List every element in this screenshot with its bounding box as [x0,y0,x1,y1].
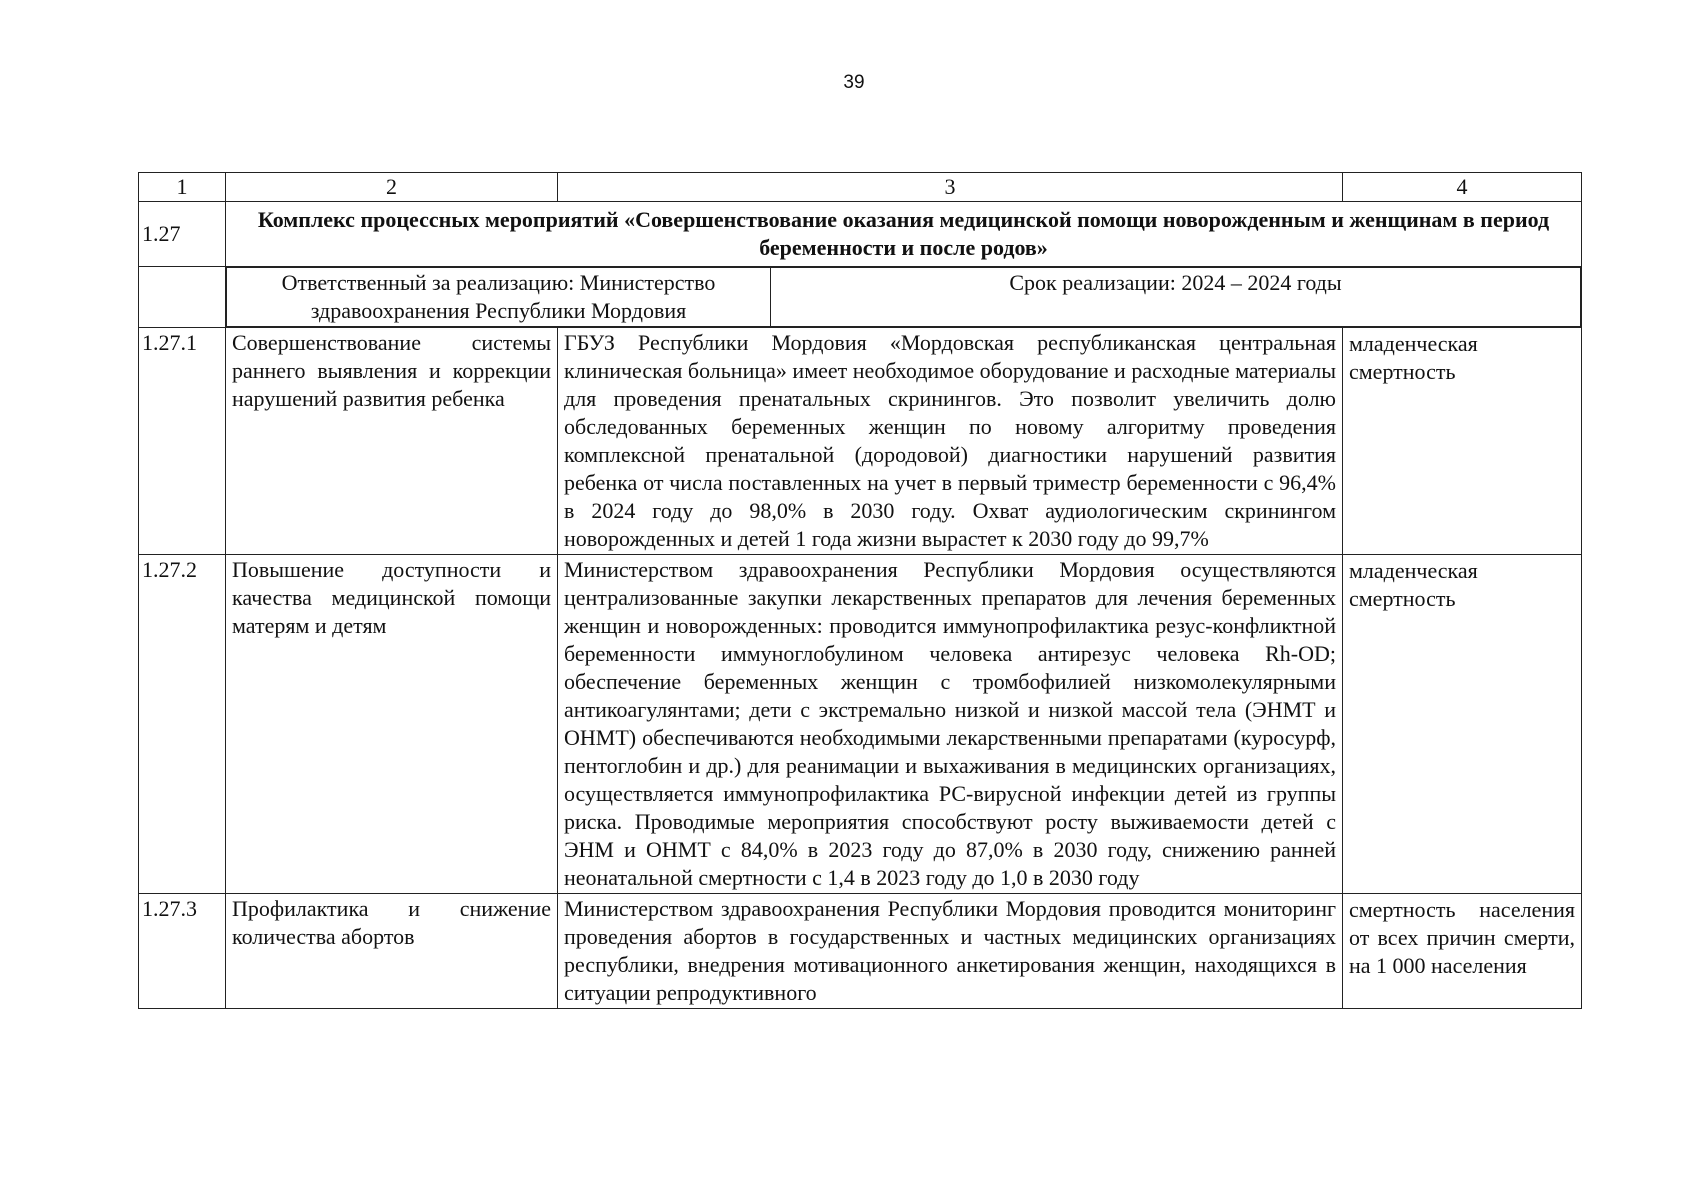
measure-indicator: младенческая смертность [1343,555,1582,894]
responsible-row [139,267,1582,328]
empty-cell [139,267,226,328]
section-title: Комплекс процессных мероприятий «Совершенствование оказания медицинской помощи новорожденным и женщинам в период беременности и после родов» [226,202,1582,267]
column-header-1: 1 [139,173,226,202]
measure-description: Министерством здравоохранения Республики Мордовия осуществляются централизованные закупки лекарственных препаратов для лечения беременных женщин и новорожденных: проводится иммунопрофилактика резус-конфликтной беременности иммуноглобулином человека антирезус человека Rh-OD; обеспечение беременных женщин с тромбофилией низкомолекулярными антикоагулянтами; дети с экстремально низкой и низкой массой тела (ЭНМТ и ОНМТ) обеспечиваются необходимыми лекарственными препаратами (куросурф, пентоглобин и др.) для реанимации и выхаживания в медицинских организациях, осуществляется иммунопрофилактика РС-вирусной инфекции детей из группы риска. Проводимые мероприятия способствуют росту выживаемости детей с ЭНМ и ОНМТ с 84,0% в 2023 году до 87,0% в 2030 году, снижению ранней неонатальной смертности с 1,4 в 2023 году до 1,0 в 2030 году [558,555,1343,894]
column-number-header-row [139,173,1582,202]
table-row [139,894,1582,1009]
column-header-2: 2 [226,173,558,202]
row-number: 1.27.2 [139,555,226,894]
measure-description: ГБУЗ Республики Мордовия «Мордовская республиканская центральная клиническая больница» имеет необходимое оборудование и расходные материалы для проведения пренатальных скринингов. Это позволит увеличить долю обследованных беременных женщин по новому алгоритму проведения комплексной пренатальной (дородовой) диагностики нарушений развития ребенка от числа поставленных на учет в первый триместр беременности с 96,4% в 2024 году до 98,0% в 2030 году. Охват аудиологическим скринингом новорожденных и детей 1 года жизни вырастет к 2030 году до 99,7% [558,328,1343,555]
measures-table [138,172,1582,1009]
responsible-text: Ответственный за реализацию: Министерство здравоохранения Республики Мордовия [227,268,771,327]
measure-name: Совершенствование системы раннего выявления и коррекции нарушений развития ребенка [226,328,558,555]
period-text: Срок реализации: 2024 – 2024 годы [771,268,1581,327]
row-number: 1.27.1 [139,328,226,555]
row-number: 1.27.3 [139,894,226,1009]
section-row [139,202,1582,267]
measure-name: Повышение доступности и качества медицинской помощи матерям и детям [226,555,558,894]
measure-description: Министерством здравоохранения Республики Мордовия проводится мониторинг проведения абортов в государственных и частных медицинских организациях республики, внедрения мотивационного анкетирования женщин, находящихся в ситуации репродуктивного [558,894,1343,1009]
column-header-4: 4 [1343,173,1582,202]
table-row [139,328,1582,555]
measure-name: Профилактика и снижение количества абортов [226,894,558,1009]
responsible-period-cell [226,267,1582,328]
table-row [139,555,1582,894]
measure-indicator: смертность населения от всех причин смерти, на 1 000 населения [1343,894,1582,1009]
section-number: 1.27 [139,202,226,267]
column-header-3: 3 [558,173,1343,202]
page-number: 39 [843,72,865,93]
measure-indicator: младенческая смертность [1343,328,1582,555]
